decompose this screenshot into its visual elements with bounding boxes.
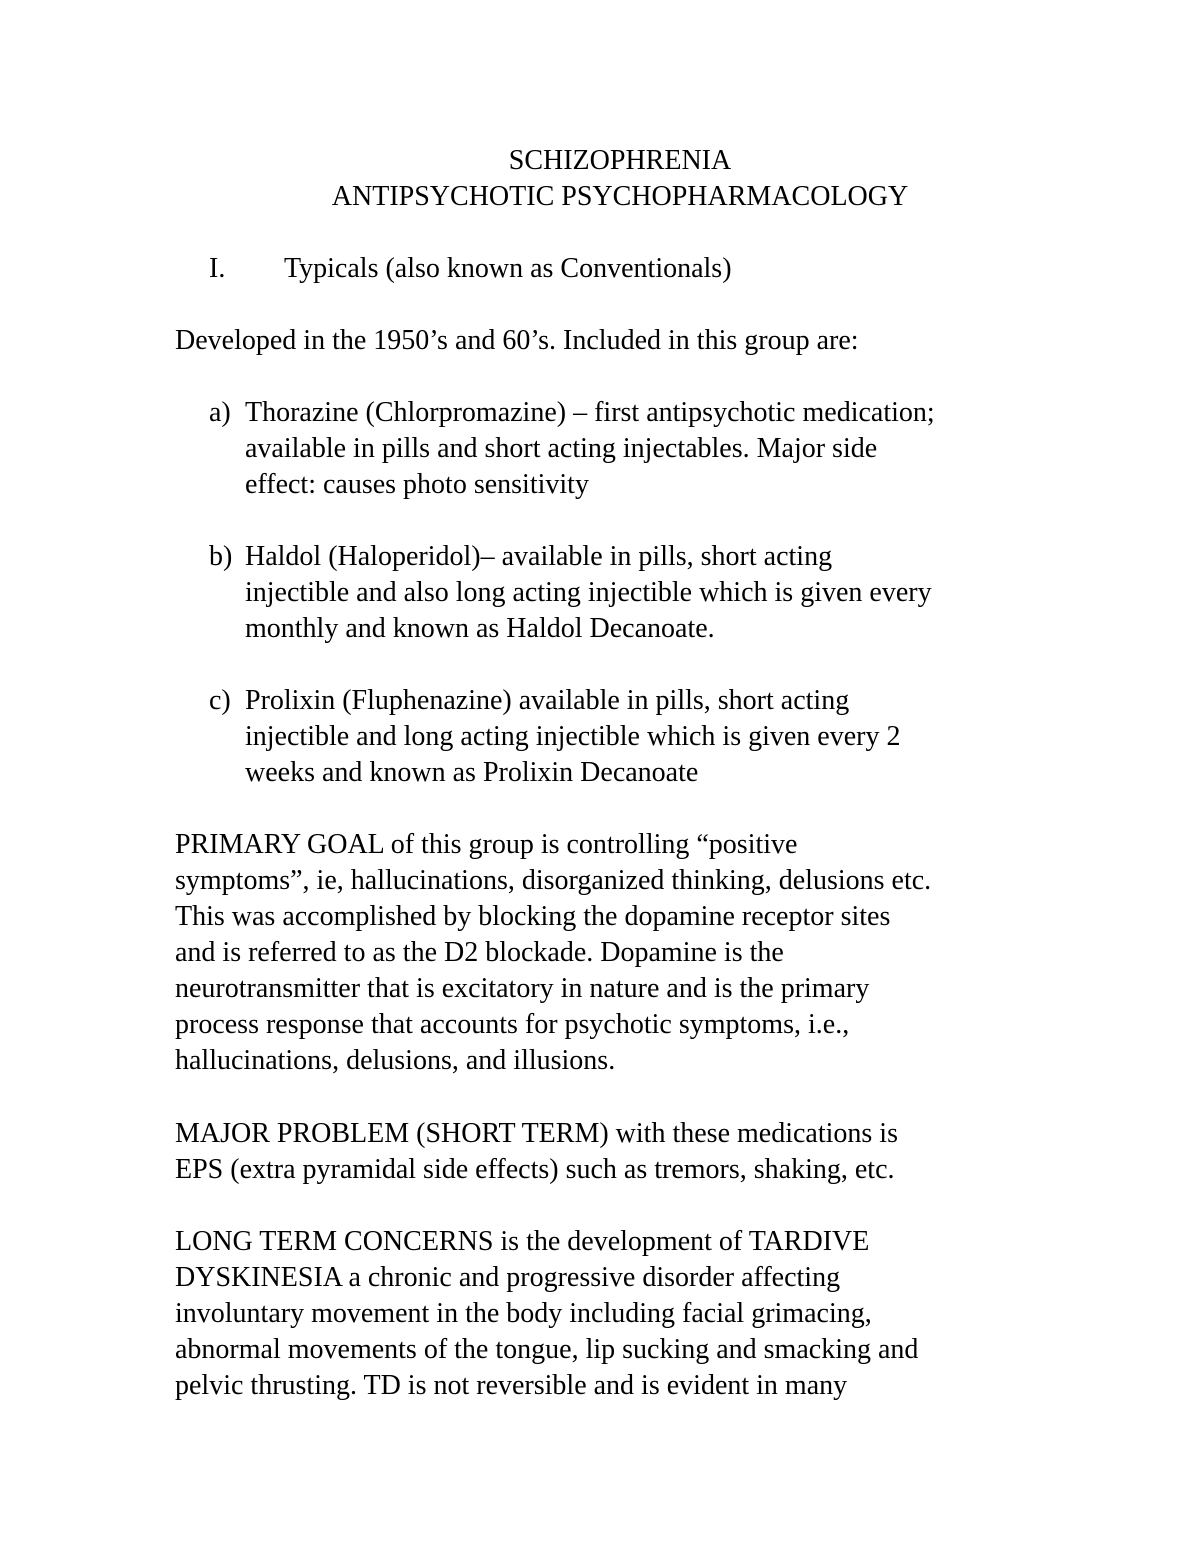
intro-paragraph: Developed in the 1950’s and 60’s. Included in this group are: bbox=[175, 325, 859, 356]
list-item-label: a) bbox=[209, 397, 231, 428]
list-item-line: available in pills and short acting injectables. Major side bbox=[245, 433, 878, 464]
primary-goal-line: PRIMARY GOAL of this group is controlling “positive bbox=[175, 829, 798, 860]
section-heading: Typicals (also known as Conventionals) bbox=[284, 253, 732, 284]
primary-goal-line: hallucinations, delusions, and illusions. bbox=[175, 1045, 616, 1076]
primary-goal-line: and is referred to as the D2 blockade. Dopamine is the bbox=[175, 937, 784, 968]
long-term-line: LONG TERM CONCERNS is the development of TARDIVE bbox=[175, 1226, 870, 1257]
document-subtitle: ANTIPSYCHOTIC PSYCHOPHARMACOLOGY bbox=[331, 181, 909, 212]
list-item-label: b) bbox=[209, 541, 233, 572]
list-item-line: Haldol (Haloperidol)– available in pills, short acting bbox=[245, 541, 833, 572]
long-term-line: pelvic thrusting. TD is not reversible and is evident in many bbox=[175, 1370, 848, 1401]
list-item-line: Prolixin (Fluphenazine) available in pills, short acting bbox=[245, 685, 850, 716]
primary-goal-line: process response that accounts for psychotic symptoms, i.e., bbox=[175, 1009, 850, 1040]
primary-goal-line: symptoms”, ie, hallucinations, disorganized thinking, delusions etc. bbox=[175, 865, 932, 896]
long-term-line: involuntary movement in the body including facial grimacing, bbox=[175, 1298, 872, 1329]
section-number: I. bbox=[209, 253, 226, 284]
major-problem-line: MAJOR PROBLEM (SHORT TERM) with these medications is bbox=[175, 1118, 898, 1149]
primary-goal-line: neurotransmitter that is excitatory in nature and is the primary bbox=[175, 973, 870, 1004]
primary-goal-line: This was accomplished by blocking the dopamine receptor sites bbox=[175, 901, 891, 932]
list-item-label: c) bbox=[209, 685, 231, 716]
list-item-line: effect: causes photo sensitivity bbox=[245, 469, 589, 500]
long-term-line: DYSKINESIA a chronic and progressive disorder affecting bbox=[175, 1262, 841, 1293]
list-item-line: Thorazine (Chlorpromazine) – first antipsychotic medication; bbox=[245, 397, 935, 428]
list-item-line: weeks and known as Prolixin Decanoate bbox=[245, 757, 699, 788]
list-item-line: injectible and long acting injectible which is given every 2 bbox=[245, 721, 901, 752]
long-term-line: abnormal movements of the tongue, lip sucking and smacking and bbox=[175, 1334, 919, 1365]
document-title: SCHIZOPHRENIA bbox=[508, 145, 732, 176]
list-item-line: injectible and also long acting injectible which is given every bbox=[245, 577, 932, 608]
list-item-line: monthly and known as Haldol Decanoate. bbox=[245, 613, 715, 644]
major-problem-line: EPS (extra pyramidal side effects) such as tremors, shaking, etc. bbox=[175, 1154, 895, 1185]
